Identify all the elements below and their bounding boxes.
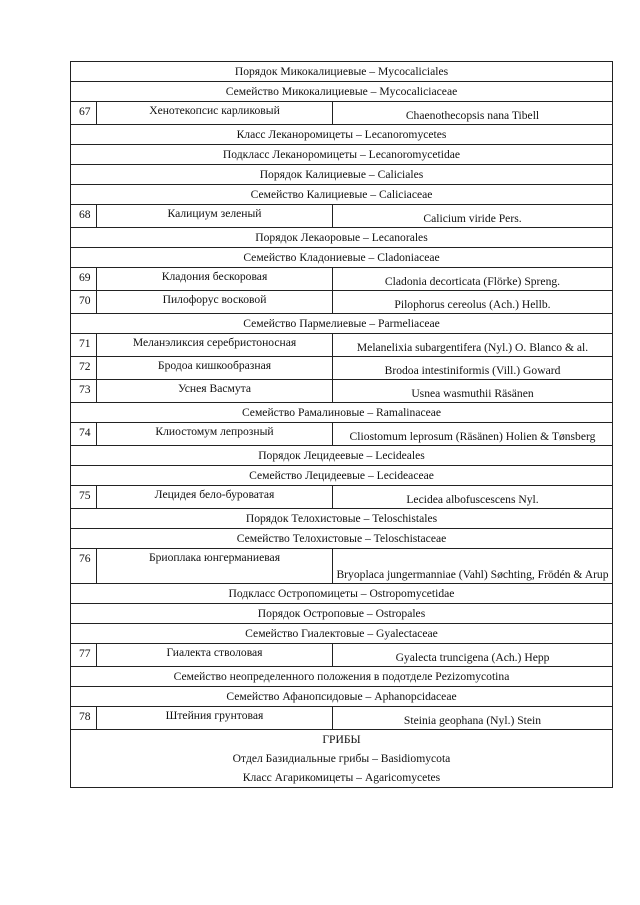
species-latin-name: Lecidea albofuscescens Nyl. <box>333 486 613 509</box>
taxon-header: Подкласс Леканоромицеты – Lecanoromycetidae <box>71 145 613 165</box>
species-number: 72 <box>71 357 97 380</box>
species-latin-name: Chaenothecopsis nana Tibell <box>333 102 613 125</box>
taxon-header-row <box>71 145 613 165</box>
species-number: 75 <box>71 486 97 509</box>
section-title: Отдел Базидиальные грибы – Basidiomycota <box>71 749 613 768</box>
taxon-header: Порядок Телохистовые – Teloschistales <box>71 509 613 529</box>
species-row <box>71 205 613 228</box>
species-russian-name: Лецидея бело-буроватая <box>97 486 333 509</box>
species-number: 71 <box>71 334 97 357</box>
species-russian-name: Пилофорус восковой <box>97 291 333 314</box>
taxon-header-row <box>71 403 613 423</box>
taxon-header-row <box>71 667 613 687</box>
taxon-header-row <box>71 446 613 466</box>
taxon-header-row <box>71 604 613 624</box>
species-number: 76 <box>71 549 97 584</box>
species-latin-name: Bryoplaca jungermanniae (Vahl) Søchting, Frödén & Arup <box>333 549 613 584</box>
species-latin-name: Pilophorus cereolus (Ach.) Hellb. <box>333 291 613 314</box>
species-row <box>71 644 613 667</box>
section-title: ГРИБЫ <box>71 730 613 750</box>
section-title-row <box>71 749 613 768</box>
species-latin-name: Brodoa intestiniformis (Vill.) Goward <box>333 357 613 380</box>
taxon-header: Порядок Остроповые – Ostropales <box>71 604 613 624</box>
taxon-header-row <box>71 584 613 604</box>
species-latin-name: Cladonia decorticata (Flörke) Spreng. <box>333 268 613 291</box>
taxon-header-row <box>71 466 613 486</box>
species-number: 68 <box>71 205 97 228</box>
species-number: 74 <box>71 423 97 446</box>
section-title-row <box>71 730 613 750</box>
section-title: Класс Агарикомицеты – Agaricomycetes <box>71 768 613 788</box>
species-row <box>71 486 613 509</box>
species-number: 67 <box>71 102 97 125</box>
species-row <box>71 102 613 125</box>
species-latin-name: Gyalecta truncigena (Ach.) Hepp <box>333 644 613 667</box>
taxon-header-row <box>71 228 613 248</box>
taxon-header: Семейство Рамалиновые – Ramalinaceae <box>71 403 613 423</box>
species-number: 73 <box>71 380 97 403</box>
species-russian-name: Уснея Васмута <box>97 380 333 403</box>
taxon-header-row <box>71 165 613 185</box>
taxon-header: Семейство Гиалектовые – Gyalectaceae <box>71 624 613 644</box>
species-latin-name: Cliostomum leprosum (Räsänen) Holien & Tønsberg <box>333 423 613 446</box>
taxon-header-row <box>71 687 613 707</box>
species-row <box>71 357 613 380</box>
taxon-header-row <box>71 529 613 549</box>
species-table <box>70 61 613 788</box>
taxon-header-row <box>71 185 613 205</box>
taxon-header-row <box>71 125 613 145</box>
species-latin-name: Melanelixia subargentifera (Nyl.) O. Blanco & al. <box>333 334 613 357</box>
taxon-header: Класс Леканоромицеты – Lecanoromycetes <box>71 125 613 145</box>
taxon-header: Семейство неопределенного положения в подотделе Pezizomycotina <box>71 667 613 687</box>
species-russian-name: Меланэликсия серебристоносная <box>97 334 333 357</box>
species-row <box>71 334 613 357</box>
taxon-header: Семейство Лецидеевые – Lecideaceae <box>71 466 613 486</box>
species-latin-name: Calicium viride Pers. <box>333 205 613 228</box>
taxon-header: Семейство Калициевые – Caliciaceae <box>71 185 613 205</box>
species-row <box>71 380 613 403</box>
taxon-header: Порядок Лекаоровые – Lecanorales <box>71 228 613 248</box>
taxon-header: Семейство Пармелиевые – Parmeliaceae <box>71 314 613 334</box>
taxon-header-row <box>71 248 613 268</box>
species-russian-name: Штейния грунтовая <box>97 707 333 730</box>
species-russian-name: Кладония бескоровая <box>97 268 333 291</box>
species-number: 70 <box>71 291 97 314</box>
species-latin-name: Steinia geophana (Nyl.) Stein <box>333 707 613 730</box>
taxon-header: Семейство Телохистовые – Teloschistaceae <box>71 529 613 549</box>
species-russian-name: Хенотекопсис карликовый <box>97 102 333 125</box>
species-row <box>71 291 613 314</box>
species-russian-name: Бриоплака юнгерманиевая <box>97 549 333 584</box>
species-table-body <box>71 62 613 788</box>
taxon-header-row <box>71 82 613 102</box>
taxon-header-row <box>71 509 613 529</box>
taxon-header-row <box>71 624 613 644</box>
species-number: 78 <box>71 707 97 730</box>
taxon-header: Порядок Калициевые – Caliciales <box>71 165 613 185</box>
taxon-header: Семейство Кладониевые – Cladoniaceae <box>71 248 613 268</box>
species-russian-name: Калициум зеленый <box>97 205 333 228</box>
taxon-header: Порядок Лецидеевые – Lecideales <box>71 446 613 466</box>
species-russian-name: Гиалекта стволовая <box>97 644 333 667</box>
section-title-row <box>71 768 613 788</box>
taxon-header: Подкласс Остропомицеты – Ostropomycetidae <box>71 584 613 604</box>
species-russian-name: Бродоа кишкообразная <box>97 357 333 380</box>
species-row <box>71 549 613 584</box>
taxon-header-row <box>71 314 613 334</box>
species-latin-name: Usnea wasmuthii Räsänen <box>333 380 613 403</box>
species-row <box>71 707 613 730</box>
taxon-header: Семейство Микокалициевые – Mycocaliciaceae <box>71 82 613 102</box>
taxon-header: Семейство Афанопсидовые – Aphanopcidaceae <box>71 687 613 707</box>
taxon-header: Порядок Микокалициевые – Mycocaliciales <box>71 62 613 82</box>
species-number: 77 <box>71 644 97 667</box>
species-number: 69 <box>71 268 97 291</box>
species-russian-name: Клиостомум лепрозный <box>97 423 333 446</box>
species-row <box>71 268 613 291</box>
taxon-header-row <box>71 62 613 82</box>
species-row <box>71 423 613 446</box>
